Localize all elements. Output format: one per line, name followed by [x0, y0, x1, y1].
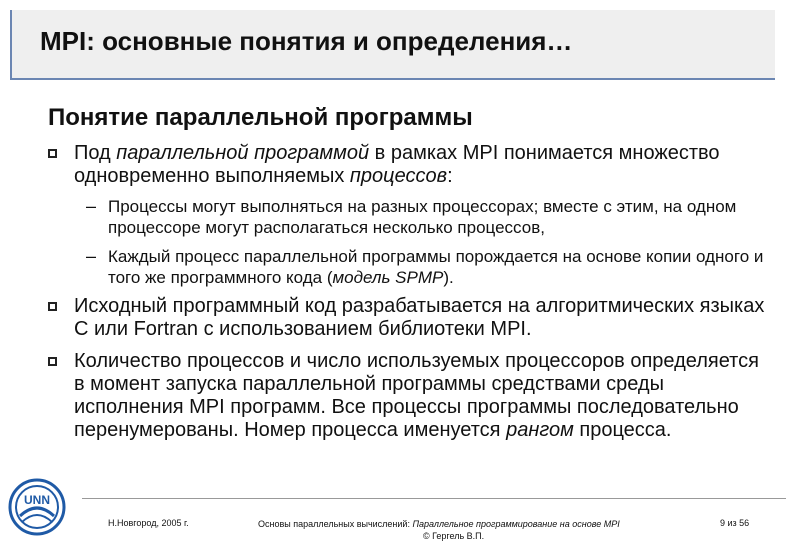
- footer-divider: [82, 498, 786, 499]
- footer-page-number: 9 из 56: [720, 518, 750, 528]
- sub-item-text: Каждый процесс параллельной программы порождается на основе копии одного и того же программного кода (модель SPMP).: [108, 247, 764, 287]
- slide-title: MPI: основные понятия и определения…: [40, 26, 573, 56]
- square-bullet-icon: [48, 302, 57, 311]
- bullet-item: [48, 142, 774, 188]
- logo-text: UNN: [24, 493, 50, 507]
- bullet-text: Исходный программный код разрабатывается на алгоритмических языках C или Fortran с использованием библиотеки MPI.: [74, 295, 765, 340]
- footer-author: © Гергель В.П.: [423, 531, 485, 541]
- footer-course: Основы параллельных вычислений: Параллельное программирование на основе MPI © Гергель В.П.: [258, 519, 620, 541]
- square-bullet-icon: [48, 357, 57, 366]
- bullet-text: Количество процессов и число используемых процессоров определяется в момент запуска параллельной программы средствами среды исполнения MPI программ. Все процессы программы последовательно перенумерованы. Номер процесса именуется рангом процесса.: [74, 350, 759, 441]
- sub-list-item: [86, 246, 768, 288]
- section-heading: Понятие параллельной программы: [48, 104, 473, 131]
- sub-item-text: Процессы могут выполняться на разных процессорах; вместе с этим, на одном процессоре могут располагаться несколько процессов,: [108, 197, 737, 237]
- dash-bullet-icon: –: [86, 196, 97, 216]
- bullet-item: [48, 295, 774, 341]
- dash-bullet-icon: –: [86, 246, 97, 266]
- bullet-text: Под параллельной программой в рамках MPI понимается множество одновременно выполняемых процессов:: [74, 142, 720, 187]
- square-bullet-icon: [48, 149, 57, 158]
- bullet-item: [48, 350, 774, 442]
- sub-list-item: [86, 196, 768, 238]
- footer-location-date: Н.Новгород, 2005 г.: [108, 518, 189, 528]
- unn-logo: [8, 478, 66, 536]
